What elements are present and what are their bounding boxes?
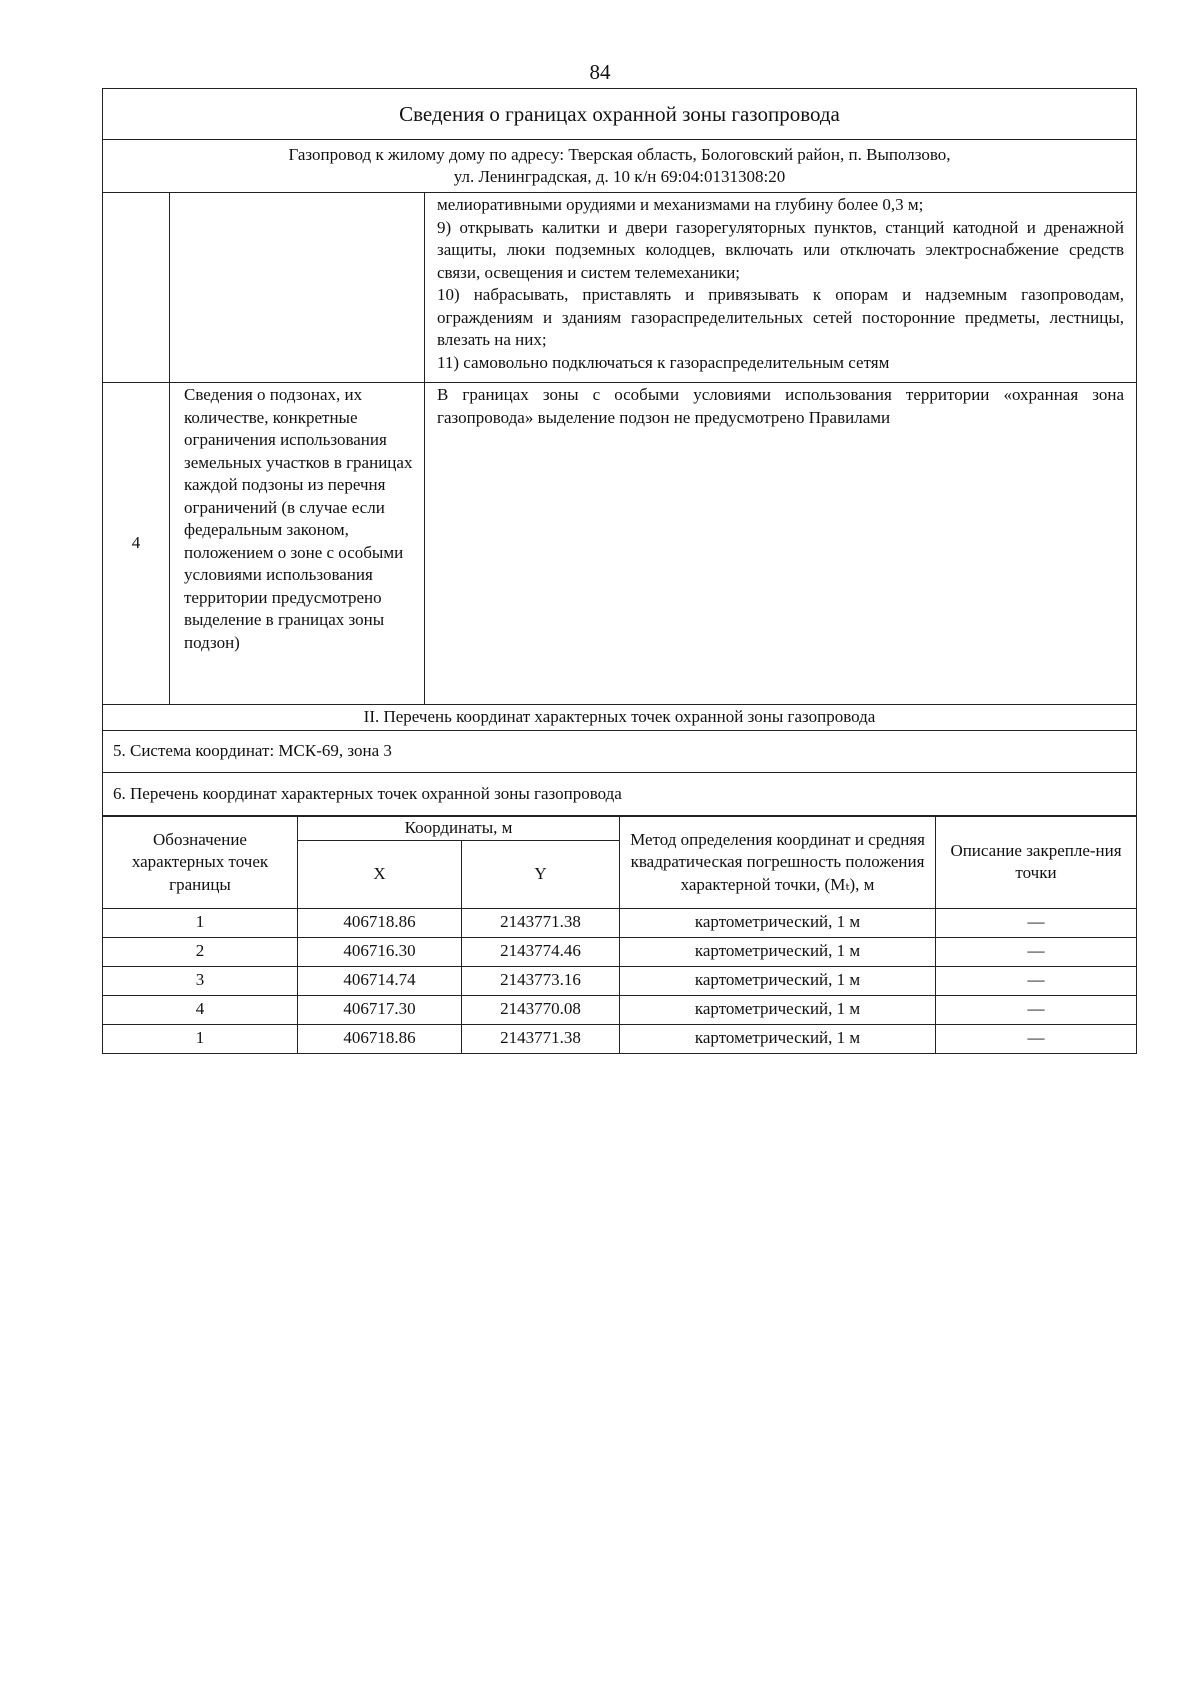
x-cell: 406714.74: [298, 966, 462, 995]
col-header-x: X: [298, 840, 462, 908]
point-cell: 1: [103, 908, 298, 937]
method-cell: картометрический, 1 м: [620, 966, 936, 995]
method-cell: картометрический, 1 м: [620, 995, 936, 1024]
row-4-label: Сведения о подзонах, их количестве, конкретные ограничения использования земельных участков в границах каждой подзоны из перечня ограничений (в случае если федеральным законом, положением о зоне с особыми условиями использования территории предусмотрено выделение в границах зоны подзон): [170, 383, 425, 705]
x-cell: 406716.30: [298, 937, 462, 966]
point-cell: 3: [103, 966, 298, 995]
coordinates-list-title: 6. Перечень координат характерных точек охранной зоны газопровода: [103, 773, 1137, 816]
cont-label-cell: [170, 193, 425, 383]
restriction-item-11: 11) самовольно подключаться к газораспределительным сетям: [437, 352, 890, 372]
col-header-coords: Координаты, м: [298, 817, 620, 841]
restrictions-continuation: [425, 193, 1137, 383]
restriction-item-9: 9) открывать калитки и двери газорегуляторных пунктов, станций катодной и дренажной защиты, люки подземных колодцев, включать или отключать электроснабжение средств связи, освещения и систем телемеханики;: [437, 217, 1125, 282]
description-cell: —: [936, 908, 1137, 937]
coordinates-table: [102, 816, 1137, 1054]
table-row: [103, 908, 1137, 937]
y-cell: 2143770.08: [462, 995, 620, 1024]
table-row: [103, 966, 1137, 995]
y-cell: 2143773.16: [462, 966, 620, 995]
method-cell: картометрический, 1 м: [620, 937, 936, 966]
description-cell: —: [936, 1024, 1137, 1053]
cont-num-cell: [103, 193, 170, 383]
row-4-number: 4: [103, 383, 170, 705]
table-row: [103, 937, 1137, 966]
coordinate-system: 5. Система координат: МСК-69, зона 3: [103, 731, 1137, 773]
method-cell: картометрический, 1 м: [620, 908, 936, 937]
description-cell: —: [936, 966, 1137, 995]
restriction-item-10: 10) набрасывать, приставлять и привязывать к опорам и надземным газопроводам, ограждениям и зданиям газораспределительных сетей посторонние предметы, лестницы, влезать на них;: [437, 285, 1125, 349]
x-cell: 406718.86: [298, 908, 462, 937]
col-header-method: Метод определения координат и средняя квадратическая погрешность положения характерной точки, (Mₜ), м: [620, 817, 936, 909]
y-cell: 2143771.38: [462, 908, 620, 937]
zone-title: Сведения о границах охранной зоны газопровода: [103, 89, 1137, 140]
page-number: 84: [589, 60, 611, 84]
restriction-line: мелиоративными орудиями и механизмами на глубину более 0,3 м;: [437, 195, 924, 214]
object-description: [103, 140, 1137, 193]
col-header-y: Y: [462, 840, 620, 908]
col-header-point: Обозначение характерных точек границы: [103, 817, 298, 909]
section-2-title: II. Перечень координат характерных точек охранной зоны газопровода: [103, 705, 1137, 731]
description-cell: —: [936, 995, 1137, 1024]
x-cell: 406717.30: [298, 995, 462, 1024]
object-line-2: ул. Ленинградская, д. 10 к/н 69:04:0131308:20: [453, 167, 786, 186]
y-cell: 2143774.46: [462, 937, 620, 966]
point-cell: 2: [103, 937, 298, 966]
object-line-1: Газопровод к жилому дому по адресу: Тверская область, Бологовский район, п. Выползово,: [288, 144, 951, 164]
method-cell: картометрический, 1 м: [620, 1024, 936, 1053]
point-cell: 1: [103, 1024, 298, 1053]
table-row: [103, 995, 1137, 1024]
table-row: [103, 1024, 1137, 1053]
description-cell: —: [936, 937, 1137, 966]
point-cell: 4: [103, 995, 298, 1024]
x-cell: 406718.86: [298, 1024, 462, 1053]
row-4-value: В границах зоны с особыми условиями использования территории «охранная зона газопровода» выделение подзон не предусмотрено Правилами: [425, 383, 1137, 705]
y-cell: 2143771.38: [462, 1024, 620, 1053]
col-header-description: Описание закрепле-ния точки: [936, 817, 1137, 909]
zone-info-table: [102, 88, 1137, 816]
